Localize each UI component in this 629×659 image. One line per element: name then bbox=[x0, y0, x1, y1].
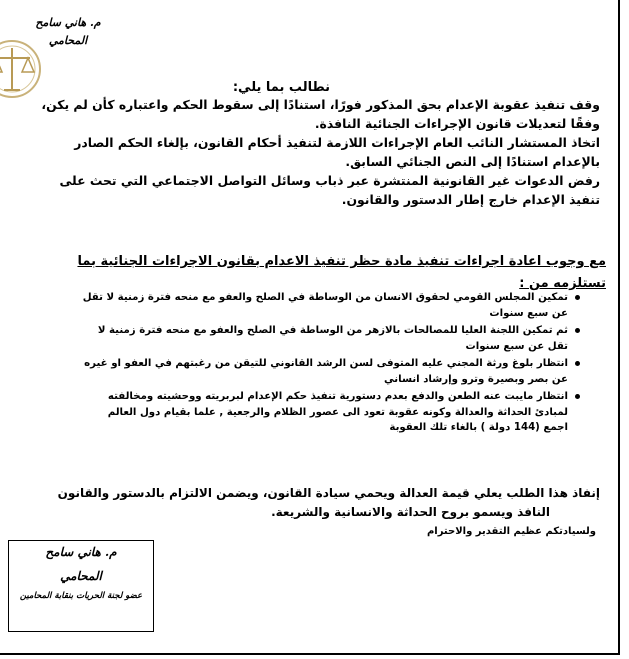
list-item-line: انتظار بلوغ ورثة المجني عليه المتوفى لسن الرشد القانوني للتيقن من رغبتهم في العفو او غيره bbox=[84, 358, 568, 369]
list-item-line: تمكين المجلس القومي لحقوق الانسان من الوساطة في الصلح والعفو مع منحه فترة زمنية لا تقل bbox=[82, 292, 568, 303]
heading-line: مع وجوب اعادة اجراءات تنفيذ مادة حظر تنفيذ الاعدام بقانون الاجراءات الجنائية بما bbox=[77, 254, 606, 269]
list-item-line: ثم تمكين اللجنة العليا للمصالحات بالازهر من الوساطة في الصلح والعفو مع منحه فترة زمنية لا bbox=[97, 325, 568, 336]
demands-intro: نطالب بما يلي: bbox=[232, 80, 330, 95]
bullet-icon bbox=[575, 394, 580, 399]
requirements-list bbox=[22, 290, 582, 438]
demand-line: اتخاذ المستشار النائب العام الإجراءات اللازمة لتنفيذ أحكام القانون، بإلغاء الحكم الصادر bbox=[74, 135, 600, 150]
closing-line: النافذ ويسمو بروح الحداثة والانسانية والشريعة. bbox=[271, 505, 550, 519]
signature-box bbox=[8, 540, 154, 632]
list-item-line: عن بصر وبصيرة وترو وإرشاد انساني bbox=[384, 373, 568, 385]
section-heading bbox=[30, 251, 606, 295]
demand-line: وقف تنفيذ عقوبة الإعدام بحق المذكور فورًا، استنادًا إلى سقوط الحكم واعتباره كأن لم يكن، bbox=[41, 97, 600, 112]
closing-line: إنفاذ هذا الطلب يعلي قيمة العدالة ويحمي سيادة القانون، ويضمن الالتزام بالدستور والقانون bbox=[57, 486, 600, 500]
list-item bbox=[22, 356, 582, 387]
list-item bbox=[22, 323, 582, 354]
closing-paragraph bbox=[40, 484, 600, 541]
heading-line: تستلزمه من : bbox=[519, 276, 606, 291]
top-signature-name: م. هاني سامح bbox=[35, 16, 101, 29]
list-item-line: لمبادئ الحداثة والعدالة وكونه عقوبة تعود الى عصور الظلام والرجعية , علما بقيام دول العالم bbox=[107, 406, 568, 418]
demand-line: تنفيذ الإعدام خارج إطار الدستور والقانون. bbox=[341, 192, 600, 207]
list-item-line: انتظار مايبت عنه الطعن والدفع بعدم دستورية تنفيذ حكم الإعدام لبربريته ووحشيته ومخالفته bbox=[107, 391, 568, 402]
bullet-icon bbox=[575, 328, 580, 333]
signature-name: م. هاني سامح bbox=[45, 545, 117, 559]
list-item-line: تقل عن سبع سنوات bbox=[465, 340, 568, 352]
demand-line: رفض الدعوات غير القانونية المنتشرة عبر ذباب وسائل التواصل الاجتماعي التي تحث على bbox=[59, 173, 600, 188]
demand-line: وفقًا لتعديلات قانون الإجراءات الجنائية النافذة. bbox=[314, 116, 600, 131]
closing-salutation: ولسيادتكم عظيم التقدير والاحترام bbox=[426, 526, 596, 537]
bullet-icon bbox=[575, 295, 580, 300]
top-signature-title: المحامي bbox=[48, 34, 88, 47]
list-item-line: اجمع (144 دولة ) بالغاء تلك العقوبة bbox=[389, 422, 568, 433]
bullet-icon bbox=[575, 361, 580, 366]
demands-paragraph bbox=[40, 95, 600, 209]
list-item-line: عن سبع سنوات bbox=[489, 307, 568, 319]
signature-membership: عضو لجنة الحريات بنقابة المحامين bbox=[19, 591, 143, 601]
list-item bbox=[22, 389, 582, 436]
demand-line: بالإعدام استنادًا إلى النص الجنائي السابق. bbox=[345, 154, 600, 169]
signature-title: المحامي bbox=[60, 569, 102, 583]
list-item bbox=[22, 290, 582, 321]
